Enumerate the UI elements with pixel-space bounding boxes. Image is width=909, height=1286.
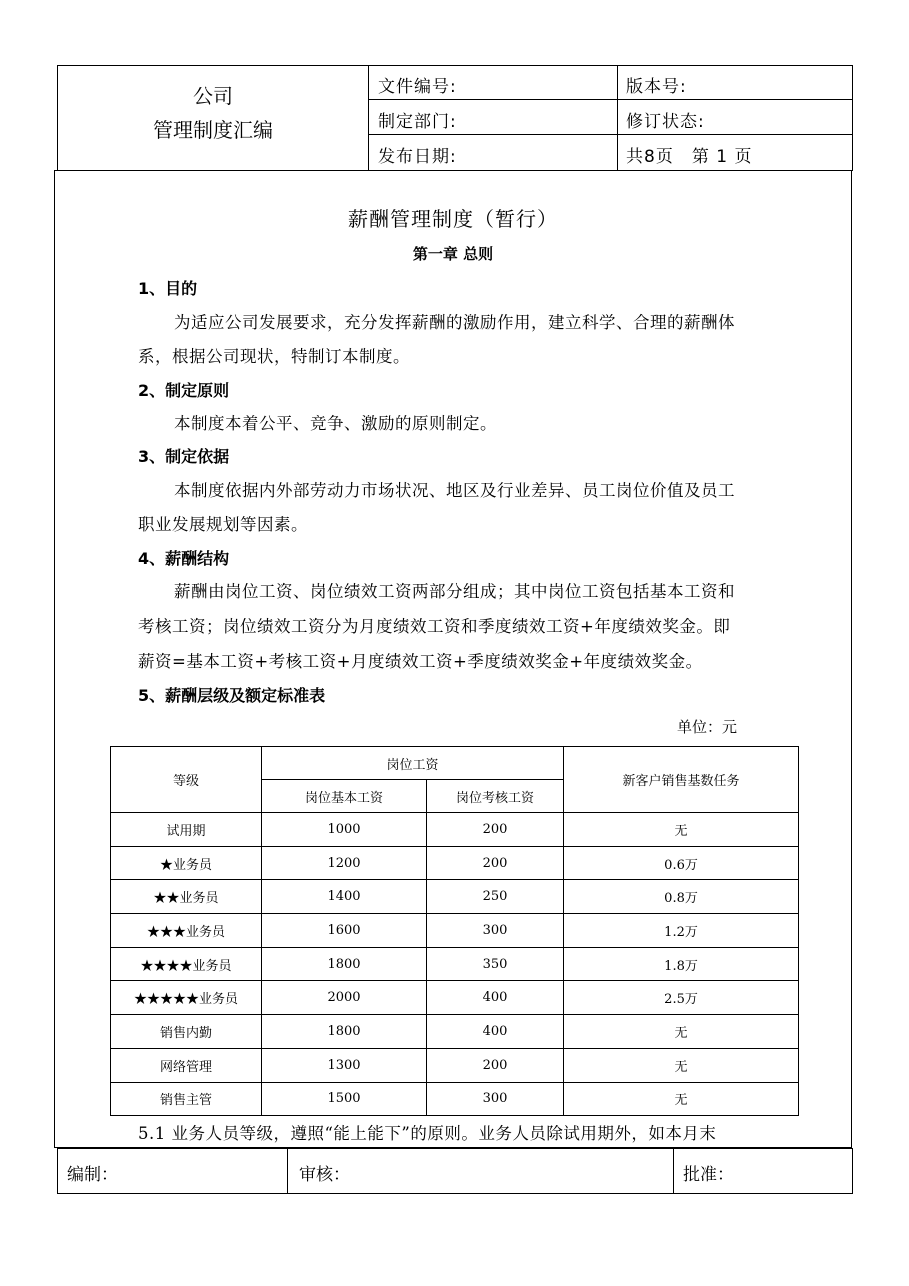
cell-assess-wage: 300 (427, 1082, 564, 1116)
company-name: 公司 (193, 84, 233, 108)
section-heading: 2、制定原则 (138, 381, 230, 400)
table-row (111, 1048, 799, 1082)
table-row (111, 981, 799, 1015)
header-post-wage: 岗位工资 (262, 747, 564, 780)
table-row (111, 914, 799, 948)
header-divider (368, 134, 853, 135)
cell-sales-task: 无 (564, 1015, 799, 1049)
cell-base-wage: 1000 (262, 813, 427, 847)
footer-divider (287, 1148, 288, 1194)
paragraph-line: 本制度依据内外部劳动力市场状况、地区及行业差异、员工岗位价值及员工 (174, 481, 735, 500)
table-row (111, 947, 799, 981)
cell-base-wage: 1800 (262, 1015, 427, 1049)
paragraph-line: 系，根据公司现状，特制订本制度。 (138, 347, 410, 366)
footer-divider (673, 1148, 674, 1194)
paragraph-line: 为适应公司发展要求，充分发挥薪酬的激励作用，建立科学、合理的薪酬体 (174, 313, 735, 332)
header-sales-task: 新客户销售基数任务 (564, 747, 799, 813)
cell-assess-wage: 200 (427, 846, 564, 880)
revision-label: 修订状态: (626, 112, 705, 132)
cell-sales-task: 2.5万 (564, 981, 799, 1015)
cell-level: ★★业务员 (111, 880, 262, 914)
paragraph-line: 5.1 业务人员等级，遵照“能上能下”的原则。业务人员除试用期外，如本月末 (138, 1124, 717, 1143)
paragraph-line: 考核工资；岗位绩效工资分为月度绩效工资和季度绩效工资+年度绩效奖金。即 (138, 617, 731, 636)
department-label: 制定部门: (378, 112, 457, 132)
cell-assess-wage: 300 (427, 914, 564, 948)
salary-standard-table (110, 746, 799, 1116)
table-row (111, 1082, 799, 1116)
table-row (111, 880, 799, 914)
cell-sales-task: 无 (564, 1048, 799, 1082)
manual-title: 管理制度汇编 (153, 118, 273, 142)
paragraph-line: 薪资=基本工资+考核工资+月度绩效工资+季度绩效奖金+年度绩效奖金。 (138, 652, 703, 671)
approved-by-label: 批准： (683, 1165, 734, 1185)
cell-base-wage: 1400 (262, 880, 427, 914)
publish-date-label: 发布日期: (378, 147, 457, 167)
header-level: 等级 (111, 747, 262, 813)
cell-sales-task: 1.8万 (564, 947, 799, 981)
cell-assess-wage: 250 (427, 880, 564, 914)
cell-level: 试用期 (111, 813, 262, 847)
cell-assess-wage: 400 (427, 981, 564, 1015)
cell-level: 销售主管 (111, 1082, 262, 1116)
cell-level: ★★★★★业务员 (111, 981, 262, 1015)
table-row (111, 1015, 799, 1049)
chapter-heading: 第一章 总则 (412, 245, 494, 263)
header-divider (368, 99, 853, 100)
cell-level: ★★★业务员 (111, 914, 262, 948)
document-title: 薪酬管理制度（暂行） (348, 207, 558, 231)
cell-base-wage: 1300 (262, 1048, 427, 1082)
cell-level: ★★★★业务员 (111, 947, 262, 981)
header-base-wage: 岗位基本工资 (262, 780, 427, 813)
paragraph-line: 薪酬由岗位工资、岗位绩效工资两部分组成；其中岗位工资包括基本工资和 (174, 582, 735, 601)
cell-base-wage: 1500 (262, 1082, 427, 1116)
section-heading: 4、薪酬结构 (138, 549, 230, 568)
paragraph-line: 职业发展规划等因素。 (138, 515, 308, 534)
reviewed-by-label: 审核： (299, 1165, 350, 1185)
table-row (111, 813, 799, 847)
section-heading: 5、薪酬层级及额定标准表 (138, 686, 326, 705)
cell-assess-wage: 400 (427, 1015, 564, 1049)
file-number-label: 文件编号: (378, 77, 457, 97)
cell-assess-wage: 350 (427, 947, 564, 981)
header-divider (617, 65, 618, 171)
cell-assess-wage: 200 (427, 813, 564, 847)
cell-sales-task: 0.8万 (564, 880, 799, 914)
cell-base-wage: 2000 (262, 981, 427, 1015)
cell-sales-task: 无 (564, 1082, 799, 1116)
header-assess-wage: 岗位考核工资 (427, 780, 564, 813)
cell-assess-wage: 200 (427, 1048, 564, 1082)
cell-level: 销售内勤 (111, 1015, 262, 1049)
header-divider (368, 65, 369, 171)
cell-base-wage: 1600 (262, 914, 427, 948)
cell-sales-task: 1.2万 (564, 914, 799, 948)
cell-sales-task: 无 (564, 813, 799, 847)
section-heading: 1、目的 (138, 279, 198, 298)
table-row (111, 846, 799, 880)
cell-level: 网络管理 (111, 1048, 262, 1082)
cell-base-wage: 1200 (262, 846, 427, 880)
section-heading: 3、制定依据 (138, 447, 230, 466)
compiled-by-label: 编制： (67, 1165, 118, 1185)
paragraph-line: 本制度本着公平、竞争、激励的原则制定。 (174, 414, 497, 433)
unit-label: 单位：元 (677, 718, 738, 736)
cell-level: ★业务员 (111, 846, 262, 880)
cell-base-wage: 1800 (262, 947, 427, 981)
cell-sales-task: 0.6万 (564, 846, 799, 880)
version-label: 版本号: (626, 77, 687, 97)
page-count: 共8页 第 1 页 (626, 147, 753, 167)
